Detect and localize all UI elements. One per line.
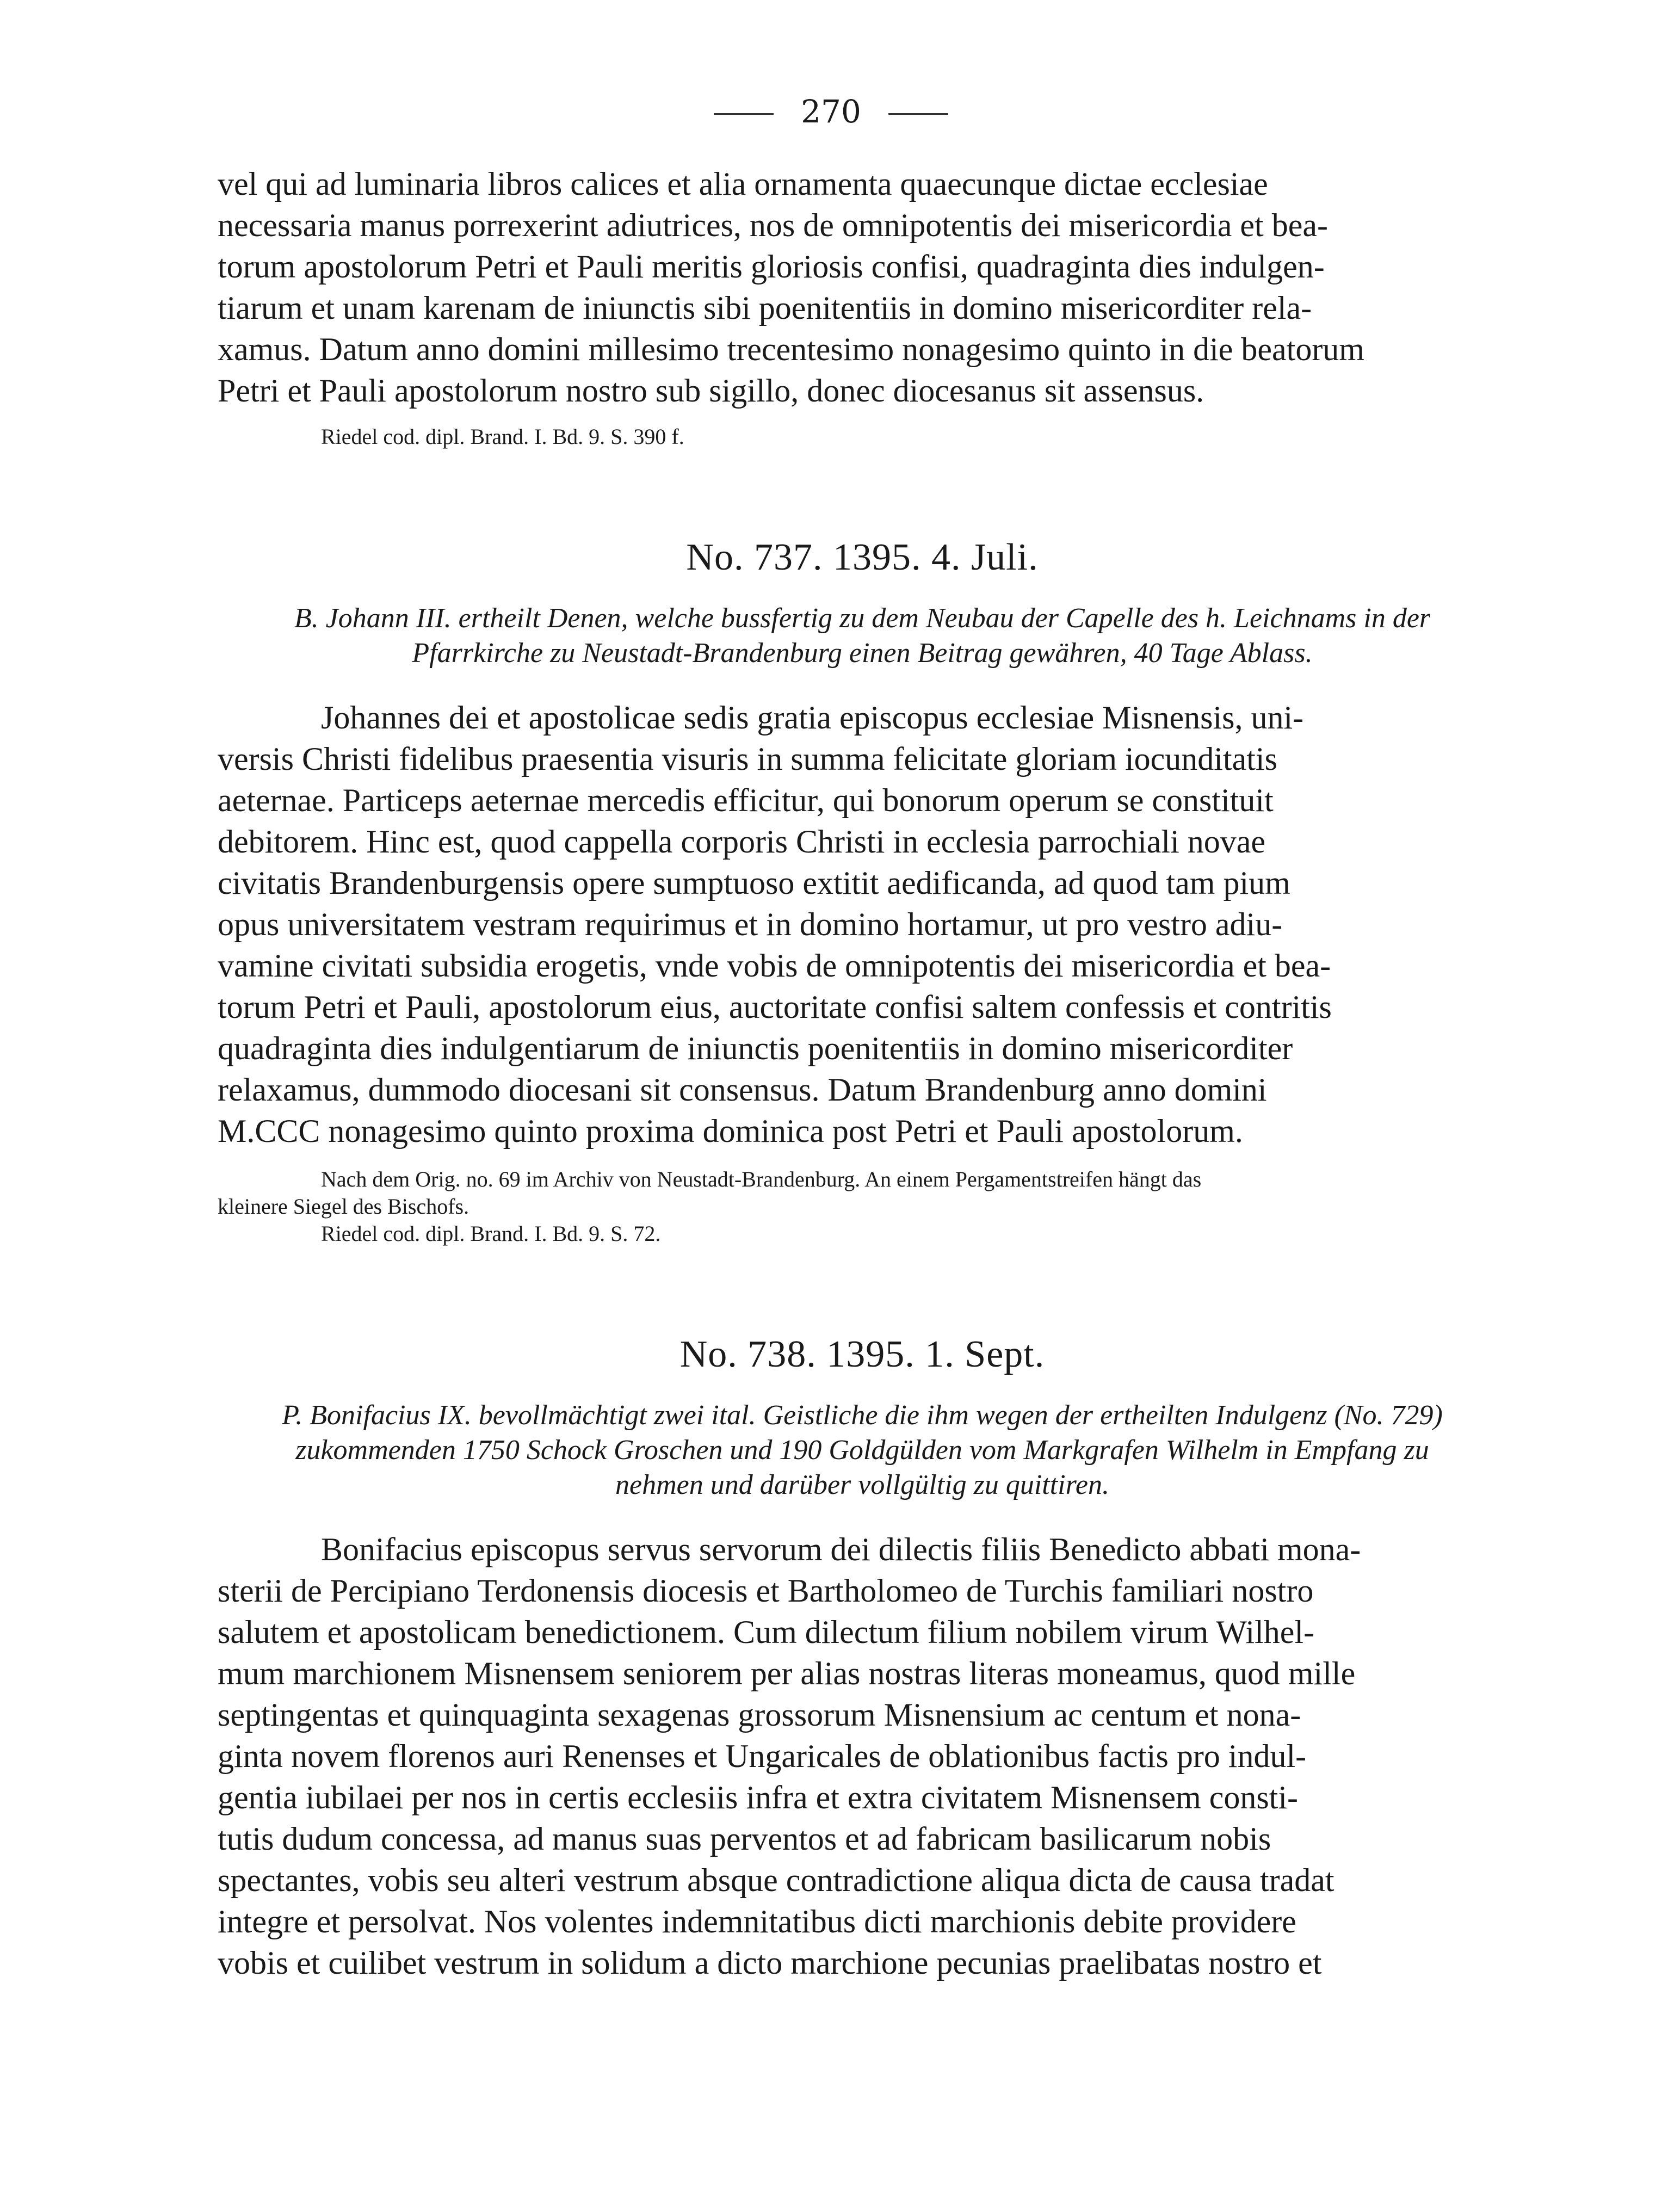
text-line: opus universitatem vestram requirimus et in domino hortamur, ut pro vestro adiu- bbox=[218, 906, 1283, 942]
text-line: aeternae. Particeps aeternae mercedis efficitur, qui bonorum operum se constituit bbox=[218, 782, 1274, 818]
document-737 bbox=[218, 536, 1507, 1247]
page-number: 270 bbox=[801, 93, 861, 130]
source-note: Riedel cod. dipl. Brand. I. Bd. 9. S. 390 f. bbox=[321, 424, 684, 449]
text-line: septingentas et quinquaginta sexagenas grossorum Misnensium ac centum et nona- bbox=[218, 1697, 1301, 1733]
document-body bbox=[218, 1529, 1507, 1984]
document-body bbox=[218, 697, 1507, 1152]
document-summary bbox=[218, 601, 1507, 671]
text-line: mum marchionem Misnensem seniorem per alias nostras literas moneamus, quod mille bbox=[218, 1655, 1356, 1691]
text-line: necessaria manus porrexerint adiutrices, nos de omnipotentis dei misericordia et bea- bbox=[218, 207, 1328, 243]
text-line: tutis dudum concessa, ad manus suas perventos et ad fabricam basilicarum nobis bbox=[218, 1821, 1271, 1857]
note-line: Nach dem Orig. no. 69 im Archiv von Neustadt-Brandenburg. An einem Pergamentstreifen hängt das bbox=[321, 1167, 1202, 1191]
document-heading: No. 738. 1395. 1. Sept. bbox=[679, 1333, 1045, 1375]
text-line: quadraginta dies indulgentiarum de iniunctis poenitentiis in domino misericorditer bbox=[218, 1030, 1293, 1066]
text-line: Bonifacius episcopus servus servorum dei dilectis filiis Benedicto abbati mona- bbox=[321, 1531, 1361, 1567]
text-line: sterii de Percipiano Terdonensis diocesis et Bartholomeo de Turchis familiari nostro bbox=[218, 1573, 1314, 1609]
summary-line: P. Bonifacius IX. bevollmächtigt zwei ital. Geistliche die ihm wegen der ertheilten Indulgenz (No. 729) bbox=[282, 1400, 1443, 1431]
opening-paragraph bbox=[218, 163, 1507, 411]
summary-line: zukommenden 1750 Schock Groschen und 190 Goldgülden vom Markgrafen Wilhelm in Empfang zu bbox=[295, 1435, 1429, 1466]
text-line: torum Petri et Pauli, apostolorum eius, auctoritate confisi saltem confessis et contritis bbox=[218, 989, 1332, 1025]
document-heading: No. 737. 1395. 4. Juli. bbox=[686, 536, 1039, 578]
summary-line: B. Johann III. ertheilt Denen, welche bussfertig zu dem Neubau der Capelle des h. Leichnams in der bbox=[294, 603, 1431, 634]
text-line: vel qui ad luminaria libros calices et alia ornamenta quaecunque dictae ecclesiae bbox=[218, 166, 1268, 202]
text-line: vamine civitati subsidia erogetis, vnde vobis de omnipotentis dei misericordia et bea- bbox=[218, 948, 1331, 984]
text-line: tiarum et unam karenam de iniunctis sibi poenitentiis in domino misericorditer rela- bbox=[218, 290, 1312, 326]
text-line: torum apostolorum Petri et Pauli meritis gloriosis confisi, quadraginta dies indulgen- bbox=[218, 249, 1325, 285]
text-line: ginta novem florenos auri Renenses et Ungaricales de oblationibus factis pro indul- bbox=[218, 1738, 1307, 1774]
text-line: xamus. Datum anno domini millesimo trecentesimo nonagesimo quinto in die beatorum bbox=[218, 331, 1364, 367]
summary-line: Pfarrkirche zu Neustadt-Brandenburg einen Beitrag gewähren, 40 Tage Ablass. bbox=[412, 638, 1313, 669]
header-rule-left bbox=[714, 113, 774, 115]
text-line: integre et persolvat. Nos volentes indemnitatibus dicti marchionis debite providere bbox=[218, 1904, 1296, 1939]
text-line: gentia iubilaei per nos in certis ecclesiis infra et extra civitatem Misnensem consti- bbox=[218, 1780, 1299, 1815]
archive-notes bbox=[218, 1166, 1507, 1247]
page-header bbox=[0, 92, 1662, 131]
note-line: Riedel cod. dipl. Brand. I. Bd. 9. S. 72. bbox=[321, 1221, 661, 1246]
document-738 bbox=[218, 1333, 1507, 1984]
text-line: M.CCC nonagesimo quinto proxima dominica post Petri et Pauli apostolorum. bbox=[218, 1113, 1243, 1149]
opening-section bbox=[218, 163, 1507, 450]
document-summary bbox=[218, 1398, 1507, 1503]
text-line: vobis et cuilibet vestrum in solidum a dicto marchione pecunias praelibatas nostro et bbox=[218, 1945, 1322, 1981]
text-line: relaxamus, dummodo diocesani sit consensus. Datum Brandenburg anno domini bbox=[218, 1072, 1267, 1108]
header-rule-right bbox=[888, 113, 948, 115]
text-line: versis Christi fidelibus praesentia visuris in summa felicitate gloriam iocunditatis bbox=[218, 741, 1277, 777]
text-line: Petri et Pauli apostolorum nostro sub sigillo, donec diocesanus sit assensus. bbox=[218, 373, 1204, 409]
text-line: spectantes, vobis seu alteri vestrum absque contradictione aliqua dicta de causa tradat bbox=[218, 1862, 1334, 1898]
summary-line: nehmen und darüber vollgültig zu quittiren. bbox=[615, 1469, 1109, 1500]
note-line: kleinere Siegel des Bischofs. bbox=[218, 1194, 469, 1219]
text-line: civitatis Brandenburgensis opere sumptuoso extitit aedificanda, ad quod tam pium bbox=[218, 865, 1290, 901]
text-line: debitorem. Hinc est, quod cappella corporis Christi in ecclesia parrochiali novae bbox=[218, 824, 1266, 860]
text-line: Johannes dei et apostolicae sedis gratia episcopus ecclesiae Misnensis, uni- bbox=[321, 700, 1304, 736]
text-line: salutem et apostolicam benedictionem. Cum dilectum filium nobilem virum Wilhel- bbox=[218, 1614, 1315, 1650]
